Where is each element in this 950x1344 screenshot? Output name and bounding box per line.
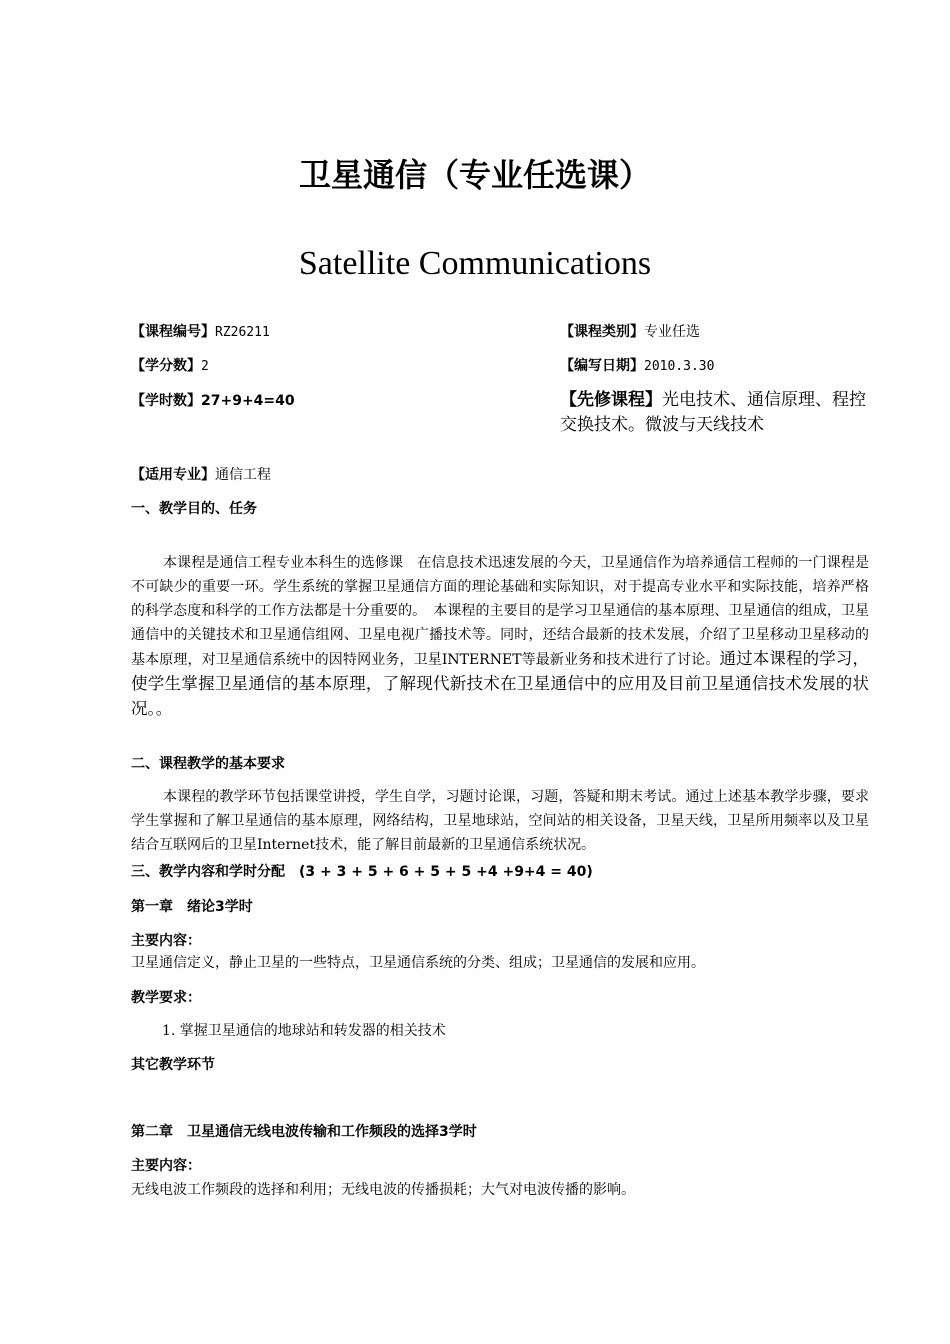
chapter1-heading: 第一章 绪论3学时 — [131, 899, 253, 915]
hours-label: 【学时数】 — [131, 393, 201, 409]
chapter2-content: 无线电波工作频段的选择和利用；无线电波的传播损耗；大气对电波传播的影响。 — [131, 1182, 635, 1198]
hours-field — [131, 391, 295, 411]
course-category-value: 专业任选 — [644, 324, 700, 340]
date-value: 2010.3.30 — [644, 359, 715, 374]
chapter1-content-label: 主要内容： — [131, 933, 201, 949]
section1-heading: 一、教学目的、任务 — [131, 501, 257, 517]
section2-paragraph: 本课程的教学环节包括课堂讲授，学生自学，习题讨论课，习题，答疑和期末考试。通过上述基本教学步骤，要求学生掌握和了解卫星通信的基本原理，网络结构，卫星地球站，空间站的相关设备，卫星天线，卫星所用频率以及卫星结合互联网后的卫星Internet技术，能了解目前最新的卫星通信系统状况。 — [131, 789, 869, 853]
major-label: 【适用专业】 — [131, 467, 215, 483]
chapter1-other-label: 其它教学环节 — [131, 1057, 215, 1073]
credits-value: 2 — [201, 359, 209, 374]
section1-paragraph — [131, 551, 869, 722]
credits-label: 【学分数】 — [131, 358, 201, 374]
course-code-field — [131, 322, 270, 343]
section2-heading: 二、课程教学的基本要求 — [131, 756, 285, 772]
course-category-label: 【课程类别】 — [560, 324, 644, 340]
prereq-value: 光电技术、通信原理、程控交换技术。微波与天线技术 — [560, 390, 866, 435]
chapter2-heading: 第二章 卫星通信无线电波传输和工作频段的选择3学时 — [131, 1124, 477, 1140]
credits-field — [131, 356, 209, 377]
chapter2-content-label: 主要内容： — [131, 1158, 201, 1174]
document-subtitle: Satellite Communications — [298, 245, 652, 282]
prereq-label: 【先修课程】 — [560, 390, 662, 410]
prereq-field — [560, 388, 880, 438]
course-category-field — [560, 322, 700, 342]
major-value: 通信工程 — [215, 467, 271, 483]
document-title: 卫星通信（专业任选课） — [298, 156, 651, 194]
date-label: 【编写日期】 — [560, 358, 644, 374]
section1-para-tail: 通过本课程的学习，使学生掌握卫星通信的基本原理，了解现代新技术在卫星通信中的应用及目前卫星通信技术发展的状况。。 — [131, 649, 870, 718]
section3-heading: 三、教学内容和学时分配 (3 + 3 + 5 + 6 + 5 + 5 +4 +9+4 = 40) — [131, 864, 593, 880]
chapter1-content: 卫星通信定义，静止卫星的一些特点，卫星通信系统的分类、组成；卫星通信的发展和应用。 — [131, 955, 705, 971]
chapter1-req-label: 教学要求： — [131, 990, 201, 1006]
hours-value: 27+9+4=40 — [201, 393, 295, 409]
chapter1-req-item: 1. 掌握卫星通信的地球站和转发器的相关技术 — [162, 1023, 446, 1039]
course-code-value: RZ26211 — [215, 325, 270, 340]
date-field — [560, 356, 714, 377]
course-code-label: 【课程编号】 — [131, 324, 215, 340]
section1-para-main: 本课程是通信工程专业本科生的选修课 在信息技术迅速发展的今天，卫星通信作为培养通信工程师的一门课程是不可缺少的重要一环。学生系统的掌握卫星通信方面的理论基础和实际知识，对于提高专业水平和实际技能，培养严格的科学态度和科学的工作方法都是十分重要的。 本课程的主要目的是学习卫星通信的基本原理、卫星通信的组成，卫星通信中的关键技术和卫星通信组网、卫星电视广播技术等。同时，还结合最新的技术发展，介绍了卫星移动卫星移动的基本原理，对卫星通信系统中的因特网业务，卫星INTERNET等最新业务和技术进行了讨论。 — [131, 555, 869, 668]
major-field — [131, 465, 271, 485]
